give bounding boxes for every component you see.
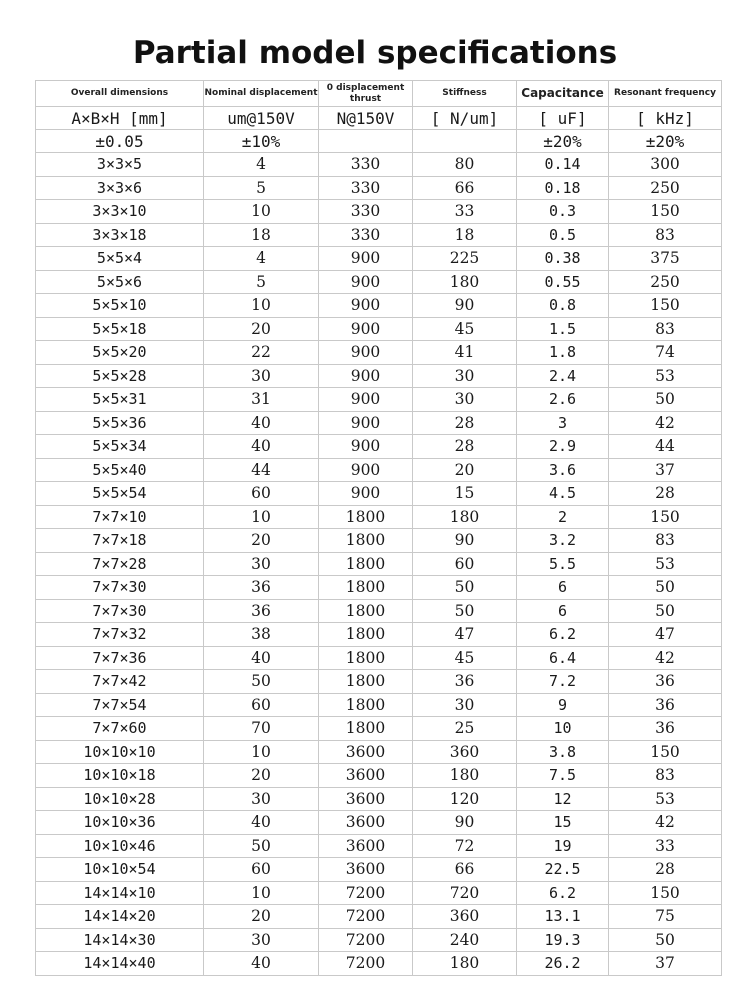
stiffness-cell: 30	[413, 693, 517, 717]
thrust-cell: 900	[319, 364, 413, 388]
dimensions-cell: 7×7×18	[36, 529, 204, 553]
stiffness-cell: 36	[413, 670, 517, 694]
frequency-cell: 75	[609, 905, 722, 929]
stiffness-cell: 66	[413, 176, 517, 200]
stiffness-cell: 360	[413, 740, 517, 764]
stiffness-cell: 180	[413, 764, 517, 788]
stiffness-cell: 45	[413, 317, 517, 341]
dimensions-cell: 3×3×10	[36, 200, 204, 224]
displacement-cell: 4	[204, 153, 319, 177]
capacitance-cell: 3.2	[517, 529, 609, 553]
dimensions-cell: 7×7×54	[36, 693, 204, 717]
thrust-cell: 1800	[319, 576, 413, 600]
stiffness-cell: 180	[413, 505, 517, 529]
header-resonant-frequency: Resonant frequency	[609, 81, 722, 107]
dimensions-cell: 10×10×54	[36, 858, 204, 882]
displacement-cell: 20	[204, 317, 319, 341]
displacement-cell: 30	[204, 787, 319, 811]
dimensions-cell: 14×14×20	[36, 905, 204, 929]
stiffness-cell: 360	[413, 905, 517, 929]
header-capacitance: Capacitance	[517, 81, 609, 107]
frequency-cell: 50	[609, 576, 722, 600]
dimensions-cell: 7×7×32	[36, 623, 204, 647]
thrust-cell: 1800	[319, 529, 413, 553]
table-row	[36, 670, 722, 694]
stiffness-cell: 50	[413, 576, 517, 600]
capacitance-cell: 6.4	[517, 646, 609, 670]
table-row	[36, 294, 722, 318]
frequency-cell: 300	[609, 153, 722, 177]
stiffness-cell: 28	[413, 411, 517, 435]
dimensions-cell: 3×3×6	[36, 176, 204, 200]
displacement-cell: 50	[204, 834, 319, 858]
stiffness-cell: 120	[413, 787, 517, 811]
table-row	[36, 623, 722, 647]
stiffness-cell: 90	[413, 811, 517, 835]
table-row	[36, 458, 722, 482]
capacitance-cell: 10	[517, 717, 609, 741]
frequency-cell: 42	[609, 411, 722, 435]
frequency-cell: 150	[609, 881, 722, 905]
thrust-cell: 3600	[319, 764, 413, 788]
frequency-cell: 42	[609, 811, 722, 835]
dimensions-cell: 5×5×6	[36, 270, 204, 294]
capacitance-cell: 3	[517, 411, 609, 435]
table-row	[36, 834, 722, 858]
thrust-cell: 1800	[319, 552, 413, 576]
dimensions-cell: 5×5×36	[36, 411, 204, 435]
table-row	[36, 341, 722, 365]
capacitance-cell: 13.1	[517, 905, 609, 929]
dimensions-cell: 10×10×36	[36, 811, 204, 835]
stiffness-cell: 720	[413, 881, 517, 905]
table-row	[36, 435, 722, 459]
displacement-cell: 70	[204, 717, 319, 741]
displacement-cell: 10	[204, 294, 319, 318]
thrust-cell: 7200	[319, 952, 413, 976]
displacement-cell: 20	[204, 905, 319, 929]
table-row	[36, 811, 722, 835]
thrust-cell: 900	[319, 482, 413, 506]
thrust-cell: 900	[319, 411, 413, 435]
stiffness-cell: 30	[413, 364, 517, 388]
capacitance-cell: 2	[517, 505, 609, 529]
dimensions-cell: 5×5×40	[36, 458, 204, 482]
dimensions-cell: 7×7×36	[36, 646, 204, 670]
table-row	[36, 646, 722, 670]
displacement-cell: 10	[204, 740, 319, 764]
table-row	[36, 599, 722, 623]
dimensions-cell: 5×5×28	[36, 364, 204, 388]
capacitance-cell: 19	[517, 834, 609, 858]
table-row	[36, 952, 722, 976]
displacement-cell: 4	[204, 247, 319, 271]
stiffness-cell: 28	[413, 435, 517, 459]
frequency-cell: 50	[609, 388, 722, 412]
capacitance-cell: 0.18	[517, 176, 609, 200]
stiffness-cell: 80	[413, 153, 517, 177]
thrust-cell: 330	[319, 176, 413, 200]
displacement-cell: 30	[204, 364, 319, 388]
capacitance-cell: 5.5	[517, 552, 609, 576]
tolerance-cell	[319, 130, 413, 153]
stiffness-cell: 225	[413, 247, 517, 271]
displacement-cell: 40	[204, 435, 319, 459]
stiffness-cell: 50	[413, 599, 517, 623]
displacement-cell: 10	[204, 200, 319, 224]
table-row	[36, 764, 722, 788]
thrust-cell: 7200	[319, 905, 413, 929]
capacitance-cell: 0.14	[517, 153, 609, 177]
dimensions-cell: 10×10×28	[36, 787, 204, 811]
thrust-cell: 330	[319, 153, 413, 177]
unit-cell: [ uF]	[517, 107, 609, 130]
capacitance-cell: 0.8	[517, 294, 609, 318]
thrust-cell: 900	[319, 388, 413, 412]
capacitance-cell: 6	[517, 599, 609, 623]
units-row	[36, 107, 722, 130]
thrust-cell: 900	[319, 458, 413, 482]
dimensions-cell: 14×14×10	[36, 881, 204, 905]
table-row	[36, 223, 722, 247]
thrust-cell: 3600	[319, 811, 413, 835]
stiffness-cell: 72	[413, 834, 517, 858]
frequency-cell: 150	[609, 200, 722, 224]
thrust-cell: 7200	[319, 881, 413, 905]
capacitance-cell: 4.5	[517, 482, 609, 506]
dimensions-cell: 5×5×4	[36, 247, 204, 271]
capacitance-cell: 7.2	[517, 670, 609, 694]
specifications-table	[35, 80, 722, 976]
displacement-cell: 60	[204, 482, 319, 506]
thrust-cell: 1800	[319, 599, 413, 623]
dimensions-cell: 14×14×30	[36, 928, 204, 952]
table-row	[36, 787, 722, 811]
capacitance-cell: 22.5	[517, 858, 609, 882]
displacement-cell: 20	[204, 529, 319, 553]
dimensions-cell: 10×10×10	[36, 740, 204, 764]
tolerance-row	[36, 130, 722, 153]
displacement-cell: 20	[204, 764, 319, 788]
dimensions-cell: 5×5×18	[36, 317, 204, 341]
dimensions-cell: 7×7×60	[36, 717, 204, 741]
thrust-cell: 330	[319, 200, 413, 224]
tolerance-cell	[413, 130, 517, 153]
thrust-cell: 1800	[319, 623, 413, 647]
frequency-cell: 83	[609, 764, 722, 788]
frequency-cell: 375	[609, 247, 722, 271]
table-row	[36, 411, 722, 435]
capacitance-cell: 15	[517, 811, 609, 835]
table-row	[36, 270, 722, 294]
frequency-cell: 150	[609, 505, 722, 529]
dimensions-cell: 3×3×5	[36, 153, 204, 177]
frequency-cell: 53	[609, 787, 722, 811]
unit-cell: N@150V	[319, 107, 413, 130]
capacitance-cell: 1.5	[517, 317, 609, 341]
dimensions-cell: 7×7×42	[36, 670, 204, 694]
frequency-cell: 83	[609, 223, 722, 247]
frequency-cell: 37	[609, 458, 722, 482]
capacitance-cell: 19.3	[517, 928, 609, 952]
table-row	[36, 529, 722, 553]
capacitance-cell: 6.2	[517, 623, 609, 647]
dimensions-cell: 5×5×10	[36, 294, 204, 318]
table-row	[36, 905, 722, 929]
frequency-cell: 47	[609, 623, 722, 647]
thrust-cell: 1800	[319, 505, 413, 529]
displacement-cell: 5	[204, 176, 319, 200]
capacitance-cell: 12	[517, 787, 609, 811]
capacitance-cell: 0.5	[517, 223, 609, 247]
displacement-cell: 40	[204, 952, 319, 976]
frequency-cell: 50	[609, 599, 722, 623]
table-row	[36, 317, 722, 341]
frequency-cell: 150	[609, 740, 722, 764]
header-overall-dimensions: Overall dimensions	[36, 81, 204, 107]
thrust-cell: 1800	[319, 670, 413, 694]
unit-cell: A×B×H [mm]	[36, 107, 204, 130]
frequency-cell: 250	[609, 270, 722, 294]
thrust-cell: 900	[319, 294, 413, 318]
stiffness-cell: 60	[413, 552, 517, 576]
thrust-cell: 3600	[319, 858, 413, 882]
displacement-cell: 60	[204, 858, 319, 882]
table-row	[36, 505, 722, 529]
thrust-cell: 900	[319, 270, 413, 294]
capacitance-cell: 2.4	[517, 364, 609, 388]
displacement-cell: 18	[204, 223, 319, 247]
table-row	[36, 576, 722, 600]
displacement-cell: 40	[204, 811, 319, 835]
capacitance-cell: 0.3	[517, 200, 609, 224]
unit-cell: [ kHz]	[609, 107, 722, 130]
displacement-cell: 5	[204, 270, 319, 294]
dimensions-cell: 10×10×18	[36, 764, 204, 788]
capacitance-cell: 1.8	[517, 341, 609, 365]
table-row	[36, 388, 722, 412]
dimensions-cell: 7×7×30	[36, 599, 204, 623]
dimensions-cell: 7×7×28	[36, 552, 204, 576]
frequency-cell: 53	[609, 364, 722, 388]
stiffness-cell: 90	[413, 294, 517, 318]
stiffness-cell: 47	[413, 623, 517, 647]
frequency-cell: 250	[609, 176, 722, 200]
frequency-cell: 36	[609, 693, 722, 717]
table-row	[36, 693, 722, 717]
unit-cell: um@150V	[204, 107, 319, 130]
table-row	[36, 482, 722, 506]
thrust-cell: 900	[319, 435, 413, 459]
stiffness-cell: 240	[413, 928, 517, 952]
stiffness-cell: 180	[413, 270, 517, 294]
stiffness-cell: 41	[413, 341, 517, 365]
displacement-cell: 30	[204, 552, 319, 576]
tolerance-cell: ±20%	[517, 130, 609, 153]
table-row	[36, 200, 722, 224]
frequency-cell: 83	[609, 529, 722, 553]
frequency-cell: 28	[609, 858, 722, 882]
displacement-cell: 40	[204, 646, 319, 670]
displacement-cell: 40	[204, 411, 319, 435]
table-row	[36, 881, 722, 905]
table-row	[36, 740, 722, 764]
thrust-cell: 1800	[319, 646, 413, 670]
frequency-cell: 50	[609, 928, 722, 952]
table-body	[36, 153, 722, 976]
stiffness-cell: 45	[413, 646, 517, 670]
dimensions-cell: 7×7×30	[36, 576, 204, 600]
stiffness-cell: 15	[413, 482, 517, 506]
dimensions-cell: 7×7×10	[36, 505, 204, 529]
dimensions-cell: 5×5×34	[36, 435, 204, 459]
table-row	[36, 247, 722, 271]
thrust-cell: 7200	[319, 928, 413, 952]
frequency-cell: 44	[609, 435, 722, 459]
displacement-cell: 30	[204, 928, 319, 952]
stiffness-cell: 66	[413, 858, 517, 882]
header-nominal-displacement: Nominal displacement	[204, 81, 319, 107]
dimensions-cell: 10×10×46	[36, 834, 204, 858]
displacement-cell: 31	[204, 388, 319, 412]
thrust-cell: 900	[319, 317, 413, 341]
frequency-cell: 53	[609, 552, 722, 576]
frequency-cell: 33	[609, 834, 722, 858]
displacement-cell: 36	[204, 576, 319, 600]
stiffness-cell: 18	[413, 223, 517, 247]
thrust-cell: 3600	[319, 787, 413, 811]
displacement-cell: 10	[204, 505, 319, 529]
table-row	[36, 364, 722, 388]
frequency-cell: 37	[609, 952, 722, 976]
displacement-cell: 50	[204, 670, 319, 694]
tolerance-cell: ±0.05	[36, 130, 204, 153]
stiffness-cell: 33	[413, 200, 517, 224]
frequency-cell: 36	[609, 717, 722, 741]
dimensions-cell: 5×5×20	[36, 341, 204, 365]
displacement-cell: 10	[204, 881, 319, 905]
frequency-cell: 36	[609, 670, 722, 694]
tolerance-cell: ±20%	[609, 130, 722, 153]
header-zero-displacement-thrust: 0 displacement thrust	[319, 81, 413, 107]
capacitance-cell: 7.5	[517, 764, 609, 788]
table-row	[36, 928, 722, 952]
table-row	[36, 153, 722, 177]
capacitance-cell: 6.2	[517, 881, 609, 905]
displacement-cell: 38	[204, 623, 319, 647]
thrust-cell: 1800	[319, 717, 413, 741]
stiffness-cell: 30	[413, 388, 517, 412]
stiffness-cell: 25	[413, 717, 517, 741]
capacitance-cell: 3.6	[517, 458, 609, 482]
frequency-cell: 28	[609, 482, 722, 506]
capacitance-cell: 0.38	[517, 247, 609, 271]
table-row	[36, 717, 722, 741]
dimensions-cell: 5×5×31	[36, 388, 204, 412]
thrust-cell: 3600	[319, 834, 413, 858]
capacitance-cell: 2.6	[517, 388, 609, 412]
frequency-cell: 74	[609, 341, 722, 365]
unit-cell: [ N/um]	[413, 107, 517, 130]
displacement-cell: 22	[204, 341, 319, 365]
stiffness-cell: 180	[413, 952, 517, 976]
dimensions-cell: 5×5×54	[36, 482, 204, 506]
capacitance-cell: 0.55	[517, 270, 609, 294]
page-title: Partial model specifications	[132, 35, 618, 71]
header-row	[36, 81, 722, 107]
thrust-cell: 900	[319, 247, 413, 271]
table-row	[36, 176, 722, 200]
thrust-cell: 1800	[319, 693, 413, 717]
frequency-cell: 42	[609, 646, 722, 670]
stiffness-cell: 90	[413, 529, 517, 553]
capacitance-cell: 26.2	[517, 952, 609, 976]
thrust-cell: 900	[319, 341, 413, 365]
thrust-cell: 3600	[319, 740, 413, 764]
capacitance-cell: 3.8	[517, 740, 609, 764]
table-row	[36, 552, 722, 576]
table-row	[36, 858, 722, 882]
dimensions-cell: 3×3×18	[36, 223, 204, 247]
capacitance-cell: 9	[517, 693, 609, 717]
frequency-cell: 150	[609, 294, 722, 318]
header-stiffness: Stiffness	[413, 81, 517, 107]
displacement-cell: 60	[204, 693, 319, 717]
thrust-cell: 330	[319, 223, 413, 247]
capacitance-cell: 2.9	[517, 435, 609, 459]
dimensions-cell: 14×14×40	[36, 952, 204, 976]
capacitance-cell: 6	[517, 576, 609, 600]
tolerance-cell: ±10%	[204, 130, 319, 153]
displacement-cell: 36	[204, 599, 319, 623]
stiffness-cell: 20	[413, 458, 517, 482]
displacement-cell: 44	[204, 458, 319, 482]
frequency-cell: 83	[609, 317, 722, 341]
